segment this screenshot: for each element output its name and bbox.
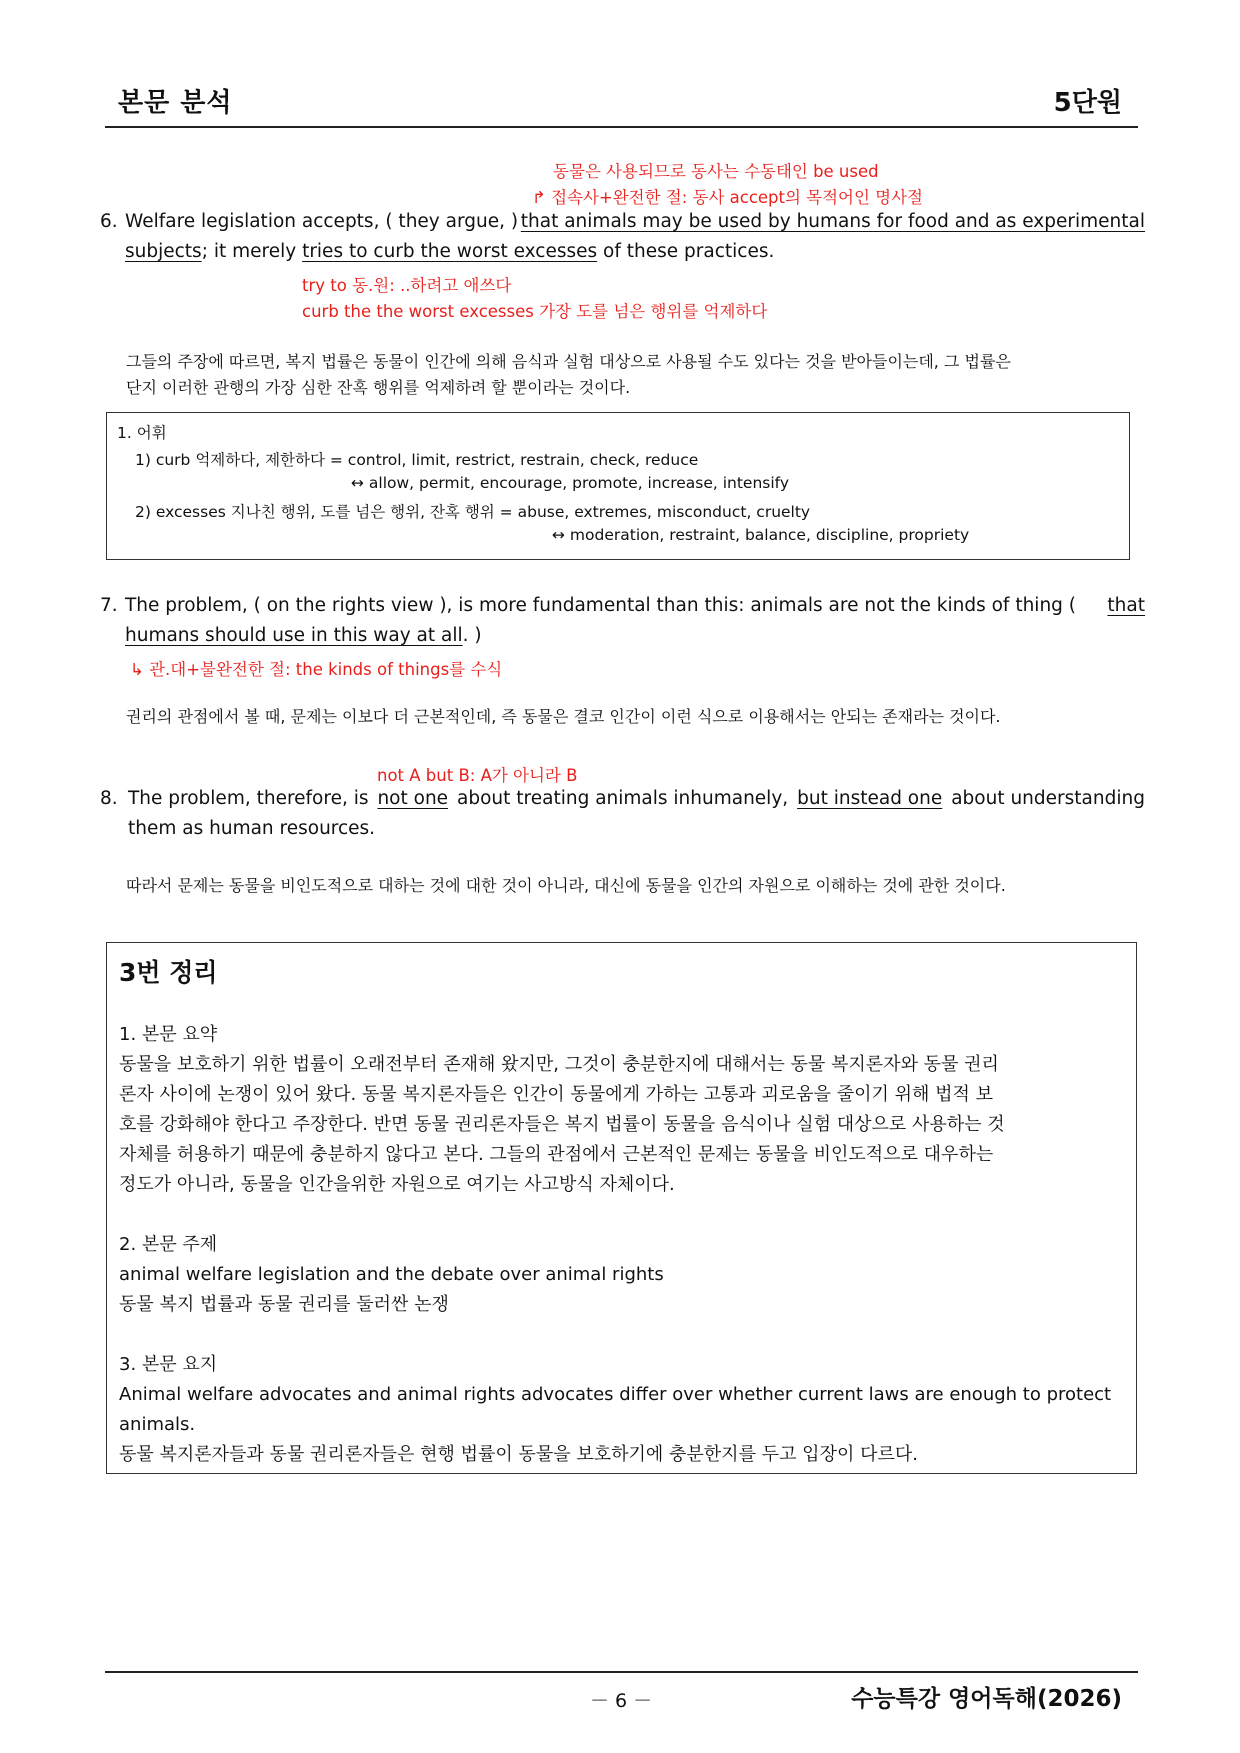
underlined-clause: that animals may be used by humans for food and as experimental xyxy=(520,211,1145,232)
sentence-number: 7. xyxy=(100,595,118,616)
vocab-entry: 2) excesses 지나친 행위, 도를 넘은 행위, 잔혹 행위 = abuse, extremes, misconduct, cruelty xyxy=(135,503,811,521)
summary-line: 동물을 보호하기 위한 법률이 오래전부터 존재해 왔지만, 그것이 충분한지에 대해서는 동물 복지론자와 동물 권리 xyxy=(119,1054,999,1075)
underlined-clause: humans should use in this way at all xyxy=(125,625,463,646)
section-heading: 3. 본문 요지 xyxy=(119,1354,218,1375)
sentence-text: of these practices. xyxy=(603,241,775,262)
sentence-text: ; it merely xyxy=(201,241,297,262)
main-idea-section xyxy=(119,1350,1124,1470)
summary-section xyxy=(119,1020,1124,1200)
sentence-text: The problem, therefore, is xyxy=(128,788,369,809)
underlined-phrase: not one xyxy=(377,788,449,809)
grammar-note: 동물은 사용되므로 동사는 수동태인 be used xyxy=(553,162,879,181)
korean-translation: 따라서 문제는 동물을 비인도적으로 대하는 것에 대한 것이 아니라, 대신에 동물을 인간의 자원으로 이해하는 것에 관한 것이다. xyxy=(126,876,1006,895)
summary-title: 3번 정리 xyxy=(119,958,218,987)
sentence-7-line-2 xyxy=(125,621,482,651)
sentence-number: 8. xyxy=(100,788,118,809)
korean-translation: 권리의 관점에서 볼 때, 문제는 이보다 더 근본적인데, 즉 동물은 결코 인간이 이런 식으로 이용해서는 안되는 존재라는 것이다. xyxy=(126,707,1001,726)
translation-line: 단지 이러한 관행의 가장 심한 잔혹 행위를 억제하려 할 뿐이라는 것이다. xyxy=(126,378,631,397)
main-idea-english: Animal welfare advocates and animal rights advocates differ over whether current laws are enough to protect xyxy=(119,1384,1112,1405)
summary-line: 자체를 허용하기 때문에 충분하지 않다고 본다. 그들의 관점에서 근본적인 문제는 동물을 비인도적으로 대우하는 xyxy=(119,1144,994,1165)
section-heading: 2. 본문 주제 xyxy=(119,1234,218,1255)
sentence-8-line-2: them as human resources. xyxy=(128,818,376,839)
underlined-phrase: tries to curb the worst excesses xyxy=(302,241,598,262)
sentence-6-line-1 xyxy=(125,207,1145,237)
unit-label: 5단원 xyxy=(1053,88,1122,118)
vocab-entry: 1) curb 억제하다, 제한하다 = control, limit, restrict, restrain, check, reduce xyxy=(135,451,699,469)
summary-line: 호를 강화해야 한다고 주장한다. 반면 동물 권리론자들은 복지 법률이 동물을 음식이나 실험 대상으로 사용하는 것 xyxy=(119,1114,1005,1135)
book-title: 수능특강 영어독해(2026) xyxy=(851,1686,1122,1712)
sentence-8-line-1 xyxy=(128,784,1145,814)
page-section-title: 본문 분석 xyxy=(118,88,233,118)
vocab-antonyms: ↔ moderation, restraint, balance, discipline, propriety xyxy=(552,526,970,544)
footer-divider xyxy=(105,1671,1138,1673)
main-idea-korean: 동물 복지론자들과 동물 권리론자들은 현행 법률이 동물을 보호하기에 충분한지를 두고 입장이 다르다. xyxy=(119,1444,918,1465)
main-idea-english: animals. xyxy=(119,1414,196,1435)
sentence-text: . ) xyxy=(462,625,482,646)
sentence-text: about understanding xyxy=(951,788,1145,809)
sentence-6-line-2 xyxy=(125,237,774,267)
sentence-text: Welfare legislation accepts, ( they argue, ) xyxy=(125,211,519,232)
section-heading: 1. 본문 요약 xyxy=(119,1024,218,1045)
grammar-note: curb the the worst excesses 가장 도를 넘은 행위를 억제하다 xyxy=(302,302,768,321)
grammar-note: ↱ 접속사+완전한 절: 동사 accept의 목적어인 명사절 xyxy=(532,188,923,207)
sentence-text: about treating animals inhumanely, xyxy=(457,788,789,809)
vocab-antonyms: ↔ allow, permit, encourage, promote, increase, intensify xyxy=(351,474,790,492)
topic-section xyxy=(119,1230,1124,1320)
grammar-note: not A but B: A가 아니라 B xyxy=(377,766,578,785)
topic-korean: 동물 복지 법률과 동물 권리를 둘러싼 논쟁 xyxy=(119,1294,449,1315)
grammar-note: try to 동.원: ..하려고 애쓰다 xyxy=(302,276,512,295)
header-divider xyxy=(105,126,1138,128)
translation-line: 그들의 주장에 따르면, 복지 법률은 동물이 인간에 의해 음식과 실험 대상으로 사용될 수도 있다는 것을 받아들이는데, 그 법률은 xyxy=(126,352,1011,371)
page-number: － 6 － xyxy=(590,1690,653,1712)
underlined-word: that xyxy=(1107,595,1145,616)
summary-line: 론자 사이에 논쟁이 있어 왔다. 동물 복지론자들은 인간이 동물에게 가하는 고통과 괴로움을 줄이기 위해 법적 보 xyxy=(119,1084,994,1105)
underlined-word: subjects xyxy=(125,241,202,262)
summary-line: 정도가 아니라, 동물을 인간을위한 자원으로 여기는 사고방식 자체이다. xyxy=(119,1174,675,1195)
sentence-number: 6. xyxy=(100,211,118,232)
underlined-phrase: but instead one xyxy=(797,788,943,809)
summary-box xyxy=(106,942,1137,1474)
vocab-title: 1. 어휘 xyxy=(117,424,167,442)
sentence-7-line-1 xyxy=(125,591,1145,621)
sentence-text: The problem, ( on the rights view ), is more fundamental than this: animals are not the kinds of thing ( xyxy=(125,595,1077,616)
korean-translation xyxy=(126,349,1144,401)
grammar-note: ↳ 관.대+불완전한 절: the kinds of things를 수식 xyxy=(130,660,503,679)
vocabulary-box xyxy=(106,412,1130,560)
topic-english: animal welfare legislation and the debate over animal rights xyxy=(119,1264,664,1285)
